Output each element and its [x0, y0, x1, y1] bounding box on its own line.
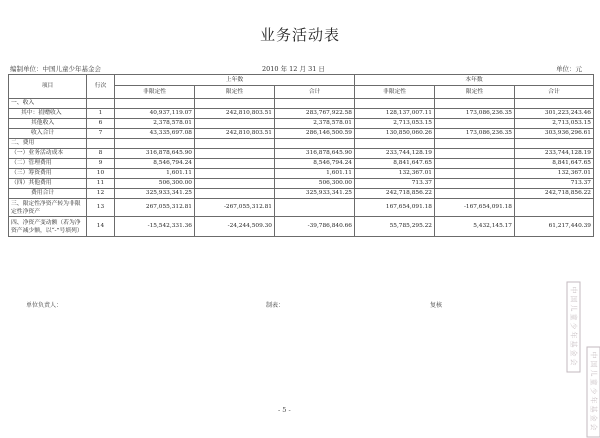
header-item: 项目: [9, 75, 87, 99]
curr-unrestricted: 8,841,647.65: [355, 159, 435, 169]
row-no: [87, 139, 115, 149]
row-label: 其他收入: [9, 119, 87, 129]
prev-unrestricted: 8,546,794.24: [115, 159, 195, 169]
curr-restricted: 173,086,236.35: [435, 109, 515, 119]
header-prev-total: 合计: [275, 86, 355, 99]
curr-restricted: -167,654,091.18: [435, 199, 515, 217]
prev-unrestricted: [115, 99, 195, 109]
table-row: [9, 139, 594, 149]
table-row: [9, 159, 594, 169]
prev-unrestricted: [115, 139, 195, 149]
prev-restricted: 242,810,803.51: [195, 109, 275, 119]
prev-restricted: [195, 119, 275, 129]
curr-total: [515, 99, 594, 109]
row-no: [87, 99, 115, 109]
header-curr-restricted: 限定性: [435, 86, 515, 99]
curr-total: 61,217,440.39: [515, 217, 594, 237]
curr-unrestricted: 242,718,856.22: [355, 189, 435, 199]
prev-total: [275, 99, 355, 109]
curr-unrestricted: 132,367.01: [355, 169, 435, 179]
prev-total: [275, 139, 355, 149]
curr-unrestricted: 2,713,053.15: [355, 119, 435, 129]
table-row: [9, 189, 594, 199]
prev-unrestricted: 40,937,119.07: [115, 109, 195, 119]
prev-restricted: -24,244,509.30: [195, 217, 275, 237]
curr-total: [515, 139, 594, 149]
curr-total: 303,936,296.61: [515, 129, 594, 139]
curr-unrestricted: 167,654,091.18: [355, 199, 435, 217]
row-no: 7: [87, 129, 115, 139]
official-seal-stamp: 中国儿童少年基金会: [567, 282, 581, 373]
currency-unit: 单位：元: [556, 65, 582, 73]
row-label: （四）其他费用: [9, 179, 87, 189]
header-curr-unrestricted: 非限定性: [355, 86, 435, 99]
prev-total: 325,933,341.25: [275, 189, 355, 199]
curr-restricted: [435, 189, 515, 199]
prev-total: 2,378,578.01: [275, 119, 355, 129]
row-label: （一）业务活动成本: [9, 149, 87, 159]
row-label: 一、收入: [9, 99, 87, 109]
row-no: 1: [87, 109, 115, 119]
table-row: [9, 99, 594, 109]
org-name: 中国儿童少年基金会: [42, 65, 101, 73]
row-label: （三）筹资费用: [9, 169, 87, 179]
table-row: [9, 169, 594, 179]
header-prev-unrestricted: 非限定性: [115, 86, 195, 99]
curr-total: [515, 199, 594, 217]
unit-leader-label: 单位负责人：: [26, 302, 63, 309]
table-row: [9, 149, 594, 159]
curr-restricted: [435, 99, 515, 109]
header-prev-restricted: 限定性: [195, 86, 275, 99]
page-number: - 5 -: [278, 406, 291, 414]
curr-restricted: 5,432,145.17: [435, 217, 515, 237]
org-label: 编制单位：: [10, 65, 43, 73]
prev-unrestricted: 316,878,645.90: [115, 149, 195, 159]
prev-restricted: [195, 149, 275, 159]
row-label: 二、费用: [9, 139, 87, 149]
activity-table: [8, 74, 594, 237]
prev-unrestricted: 2,378,578.01: [115, 119, 195, 129]
row-no: 8: [87, 149, 115, 159]
prev-restricted: [195, 139, 275, 149]
header-curr-year: 本年数: [355, 75, 594, 86]
header-prev-year: 上年数: [115, 75, 355, 86]
curr-restricted: [435, 139, 515, 149]
row-label: （二）管理费用: [9, 159, 87, 169]
header-curr-total: 合计: [515, 86, 594, 99]
prev-total: [275, 199, 355, 217]
prev-restricted: [195, 189, 275, 199]
prev-unrestricted: 267,055,312.81: [115, 199, 195, 217]
row-no: 12: [87, 189, 115, 199]
row-no: 10: [87, 169, 115, 179]
reviewer-label: 复核: [430, 302, 443, 309]
table-row: [9, 119, 594, 129]
row-no: 9: [87, 159, 115, 169]
curr-total: 8,841,647.65: [515, 159, 594, 169]
prev-total: 1,601.11: [275, 169, 355, 179]
prev-restricted: [195, 169, 275, 179]
prev-total: 316,878,645.90: [275, 149, 355, 159]
prev-restricted: [195, 159, 275, 169]
prev-unrestricted: 325,933,341.25: [115, 189, 195, 199]
prev-total: 286,146,500.59: [275, 129, 355, 139]
prev-restricted: -267,055,312.81: [195, 199, 275, 217]
table-row: [9, 129, 594, 139]
curr-unrestricted: 713.37: [355, 179, 435, 189]
curr-total: 2,713,053.15: [515, 119, 594, 129]
curr-restricted: [435, 119, 515, 129]
prev-unrestricted: -15,542,331.36: [115, 217, 195, 237]
row-no: 14: [87, 217, 115, 237]
curr-restricted: [435, 179, 515, 189]
curr-restricted: [435, 169, 515, 179]
prev-restricted: [195, 99, 275, 109]
curr-restricted: 173,086,236.35: [435, 129, 515, 139]
prev-unrestricted: 43,335,697.08: [115, 129, 195, 139]
row-label: 三、限定性净资产转为非限定性净资产: [9, 199, 87, 217]
curr-restricted: [435, 159, 515, 169]
prev-total: 506,300.00: [275, 179, 355, 189]
row-label: 收入合计: [9, 129, 87, 139]
row-no: 11: [87, 179, 115, 189]
table-row: [9, 199, 594, 217]
header-row-no: 行次: [87, 75, 115, 99]
row-label: 其中：捐赠收入: [9, 109, 87, 119]
preparer-label: 制表：: [266, 302, 285, 309]
curr-restricted: [435, 149, 515, 159]
table-row: [9, 179, 594, 189]
row-no: 13: [87, 199, 115, 217]
curr-unrestricted: 128,137,007.11: [355, 109, 435, 119]
curr-total: 132,367.01: [515, 169, 594, 179]
prev-unrestricted: 1,601.11: [115, 169, 195, 179]
official-seal-stamp: 中国儿童少年基金会: [587, 347, 600, 438]
curr-unrestricted: [355, 99, 435, 109]
organization-info: [10, 64, 101, 73]
curr-total: 713.37: [515, 179, 594, 189]
row-label: 费用合计: [9, 189, 87, 199]
curr-total: 233,744,128.19: [515, 149, 594, 159]
curr-unrestricted: 55,785,295.22: [355, 217, 435, 237]
header-row-1: [9, 75, 594, 86]
report-title: 业务活动表: [259, 26, 340, 44]
prev-restricted: 242,810,803.51: [195, 129, 275, 139]
row-label: 四、净资产变动额（若为净资产减少额，以“-”号填列）: [9, 217, 87, 237]
curr-total: 242,718,856.22: [515, 189, 594, 199]
row-no: 6: [87, 119, 115, 129]
curr-unrestricted: 233,744,128.19: [355, 149, 435, 159]
prev-total: -39,786,840.66: [275, 217, 355, 237]
prev-restricted: [195, 179, 275, 189]
table-row: [9, 109, 594, 119]
prev-total: 283,767,922.58: [275, 109, 355, 119]
report-date: 2010 年 12 月 31 日: [262, 65, 325, 73]
curr-unrestricted: 130,850,060.26: [355, 129, 435, 139]
prev-unrestricted: 506,300.00: [115, 179, 195, 189]
table-row: [9, 217, 594, 237]
curr-total: 301,223,243.46: [515, 109, 594, 119]
curr-unrestricted: [355, 139, 435, 149]
prev-total: 8,546,794.24: [275, 159, 355, 169]
